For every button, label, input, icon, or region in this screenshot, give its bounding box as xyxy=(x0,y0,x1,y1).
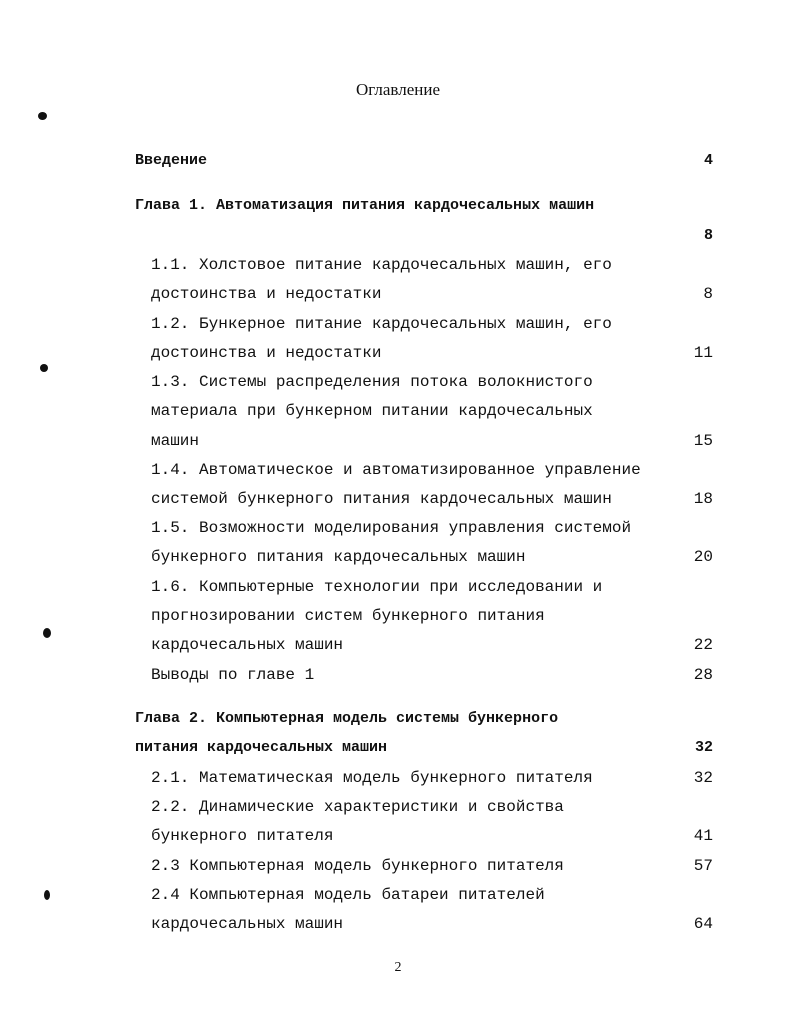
toc-item-1-6-page: 22 xyxy=(693,636,713,654)
toc-item-1-3: 1.3. Системы распределения потока волокнистого xyxy=(151,373,593,391)
toc-item-1-6: 1.6. Компьютерные технологии при исследовании и xyxy=(151,578,603,596)
margin-mark xyxy=(44,890,50,900)
toc-item-1-1: 1.1. Холстовое питание кардочесальных машин, его xyxy=(151,256,612,274)
toc-item-1-4: 1.4. Автоматическое и автоматизированное управление xyxy=(151,461,641,479)
toc-item-1-1-page: 8 xyxy=(703,285,713,303)
page-title: Оглавление xyxy=(356,80,440,99)
toc-item-1-5: 1.5. Возможности моделирования управления системой xyxy=(151,519,632,537)
page-number: 2 xyxy=(394,960,402,975)
margin-mark xyxy=(43,628,51,638)
toc-item-1-6-cont2: кардочесальных машин xyxy=(151,636,344,654)
toc-item-1-2-page: 11 xyxy=(693,344,713,362)
toc-chapter2-heading-cont: питания кардочесальных машин xyxy=(135,739,388,756)
toc-item-1-4-cont: системой бункерного питания кардочесальных машин xyxy=(151,490,612,508)
toc-item-1-3-cont2: машин xyxy=(151,432,200,450)
toc-item-2-4-page: 64 xyxy=(693,915,713,933)
toc-chapter1-conclusions: Выводы по главе 1 xyxy=(151,666,315,684)
toc-item-1-4-page: 18 xyxy=(693,490,713,508)
toc-item-2-2: 2.2. Динамические характеристики и свойства xyxy=(151,798,564,816)
toc-item-1-3-page: 15 xyxy=(693,432,713,450)
toc-chapter2-heading: Глава 2. Компьютерная модель системы бункерного xyxy=(135,710,559,727)
toc-item-1-2: 1.2. Бункерное питание кардочесальных машин, его xyxy=(151,315,612,333)
toc-intro-page: 4 xyxy=(703,152,713,169)
toc-chapter2-page: 32 xyxy=(694,739,713,756)
toc-chapter1-heading: Глава 1. Автоматизация питания кардочесальных машин xyxy=(135,197,595,214)
toc-chapter1-page: 8 xyxy=(703,227,713,244)
toc-item-2-2-page: 41 xyxy=(693,827,713,845)
toc-item-2-3: 2.3 Компьютерная модель бункерного питателя xyxy=(151,857,564,875)
toc-item-1-6-cont: прогнозировании систем бункерного питания xyxy=(151,607,545,625)
toc-item-1-5-cont: бункерного питания кардочесальных машин xyxy=(151,548,526,566)
toc-item-2-2-cont: бункерного питателя xyxy=(151,827,334,845)
toc-item-2-3-page: 57 xyxy=(693,857,713,875)
toc-intro-label: Введение xyxy=(135,152,208,169)
toc-item-1-3-cont: материала при бункерном питании кардочесальных xyxy=(151,402,593,420)
toc-item-2-1: 2.1. Математическая модель бункерного питателя xyxy=(151,769,593,787)
toc-item-2-1-page: 32 xyxy=(693,769,713,787)
toc-item-2-4-cont: кардочесальных машин xyxy=(151,915,344,933)
toc-item-1-5-page: 20 xyxy=(693,548,713,566)
toc-chapter1-conclusions-page: 28 xyxy=(693,666,713,684)
toc-item-1-2-cont: достоинства и недостатки xyxy=(151,344,382,362)
toc-item-2-4: 2.4 Компьютерная модель батареи питателей xyxy=(151,886,545,904)
toc-item-1-1-cont: достоинства и недостатки xyxy=(151,285,382,303)
margin-mark xyxy=(38,112,47,120)
margin-mark xyxy=(40,364,48,372)
